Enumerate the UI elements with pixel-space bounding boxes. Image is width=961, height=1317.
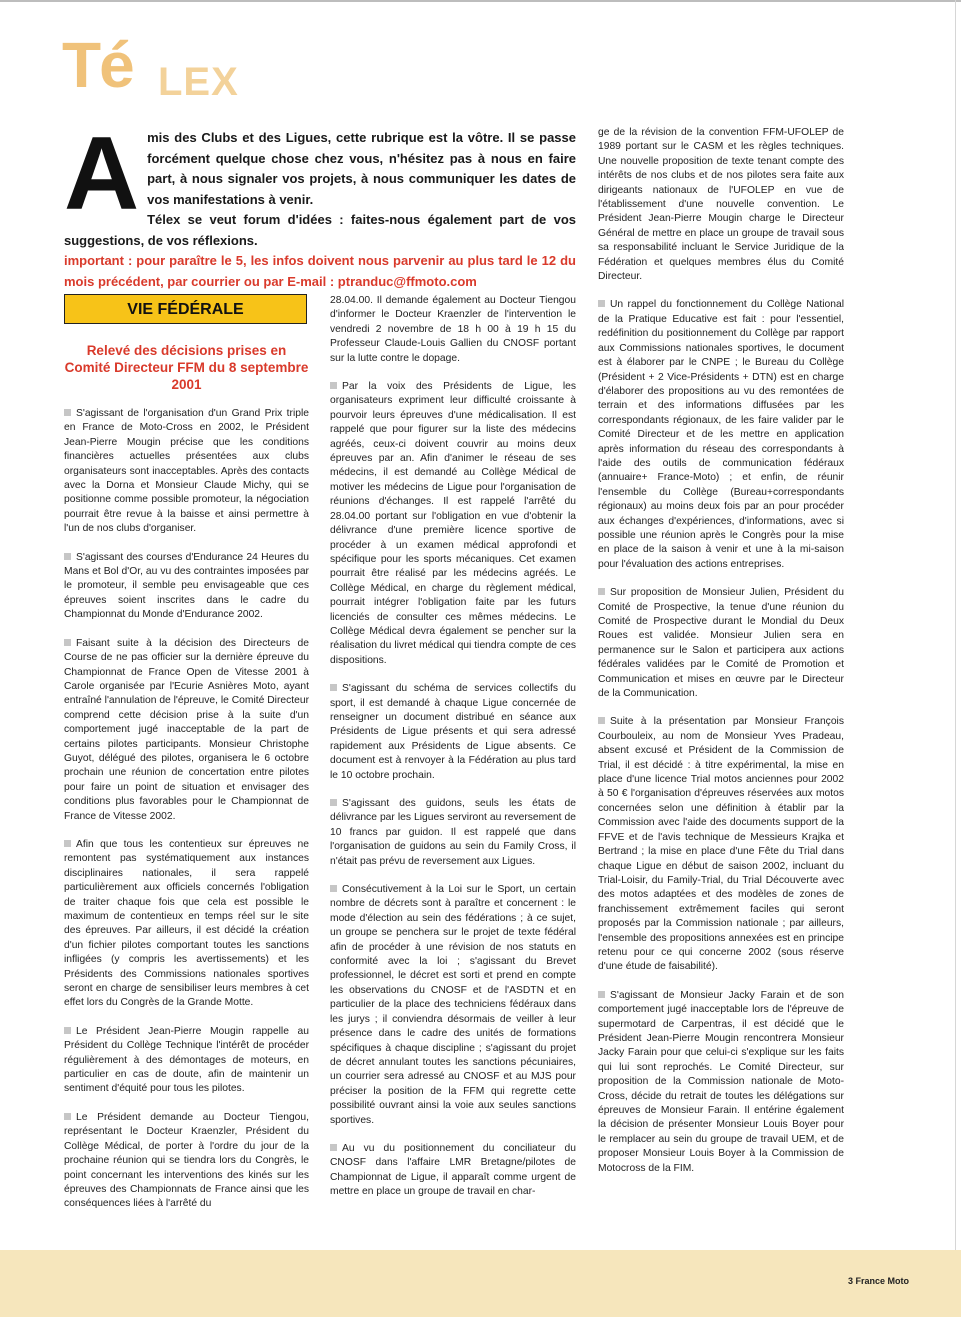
paragraph: Afin que tous les contentieux sur épreuves ne remontent pas systématiquement aux instances disciplinaires nationales, il sera rappelé particulièrement aux officiels concernés l'obligation de traiter chaque fois que cela est possible le maximum de contentieux en temps réel sur le site des épreuves. Par ailleurs, il est décidé la création d'un fichier pilotes comportant toutes les sanctions infligées (y compris les avertissements) et les Présidents des Commissions nationales sportives seront en charge de sensibiliser leurs membres à cet effet lors du Congrès de la Grande Motte.: [64, 838, 309, 1009]
bullet-square-icon: [598, 991, 605, 998]
dropcap: A: [64, 116, 140, 232]
paragraph: Le Président Jean-Pierre Mougin rappelle au Président du Collège Technique l'intérêt de procéder régulièrement à des démontages de moteurs, en particulier en cas de doute, afin de maintenir un sentiment d'équité pour tous les pilotes.: [64, 1025, 309, 1095]
telex-logo: [60, 28, 260, 108]
column-2: [330, 294, 576, 1214]
headline: Relevé des décisions prises en Comité Directeur FFM du 8 septembre 2001: [64, 343, 309, 392]
logo-lex: LEX: [158, 60, 239, 104]
bullet-square-icon: [64, 840, 71, 847]
page-number: 3 France Moto: [847, 1276, 909, 1286]
paragraph: Faisant suite à la décision des Directeurs de Course de ne pas officier sur la dernière épreuve du Championnat de France Open de Vitesse 2001 à Carole organisée par l'Ecurie Asnières Moto, ayant entraîné l'annulation de l'épreuve, le Comité Directeur comprend cette décision prise à la suite d'un comportement jugé inacceptable de la part de certains pilotes participants. Monsieur Christophe Guyot, délégué des pilotes, organisera le 6 octobre prochain une réunion de concertation entre pilotes pour faire un point de situation et envisager des conditions plus favorables pour le Championnat de France de Vitesse 2002.: [64, 637, 309, 822]
bullet-square-icon: [330, 799, 337, 806]
paragraph: Sur proposition de Monsieur Julien, Président du Comité de Prospective, la tenue d'une réunion du Comité de Prospective durant le Mondial du Deux Roues est validée. Monsieur Julien sera en permanence sur le Salon et participera aux actions fédérales validées par le Comité de Promotion et Communication et mises en œuvre par le Directeur de la Communication.: [598, 587, 844, 700]
paragraph: Le Président demande au Docteur Tiengou, représentant le Docteur Kraenzler, Président du Collège Médical, de porter à l'ordre du jour de la prochaine réunion qui se tiendra lors du Congrès, le point concernant les interventions des kinés sur les épreuves des Championnats de France ainsi que les conséquences liées à l'arrêté du: [64, 1111, 309, 1210]
paragraph: S'agissant du schéma de services collectifs du sport, il est demandé à chaque Ligue concernée de renseigner un document distribué en séance aux Présidents de Ligue présents et qui sera adressé rapidement aux Présidents de Ligue absents. Ce document est à renvoyer à la Fédération au plus tard le 10 octobre prochain.: [330, 683, 576, 781]
bullet-square-icon: [598, 717, 605, 724]
paragraph: Suite à la présentation par Monsieur François Courbouleix, au nom de Monsieur Yves Pradeau, absent excusé et Président de la Commission de Trial, il est décidé : à titre expérimental, la mise en place d'une licence Trial motos anciennes pour 2002 à 50 € l'organisation d'épreuves réservées aux motos concernées selon une définition à établir par la Commission avec l'aide des documents support de la FFVE et de l'avis technique de Messieurs Krajka et Bertrand ; la mise en place d'une Fête du Trial dans chaque Ligue en début de saison 2002, incluant du Trial-Loisir, du Family-Trial, du Trial Découverte avec des motos adaptées et des modèles de zones de franchissement extrêmement faciles qui seront proposés par la Commission nationale ; par ailleurs, l'ensemble des propositions annexées est en principe retenu pour ce qui concerne 2002 (sous réserve d'une étude de faisabilité).: [598, 716, 844, 973]
paragraph: S'agissant de Monsieur Jacky Farain et de son comportement jugé inacceptable lors de l'épreuve de supermotard de Carpentras, il est décidé que le Président Jean-Pierre Mougin rencontrera Monsieur Jacky Farain pour que celui-ci s'explique sur les faits qui lui sont reprochés. Le Comité Directeur, sur proposition de la Commission nationale de Moto-Cross, décide du retrait de toutes les délégations sur épreuves de Monsieur Farain. Il entérine également la décision de présenter Monsieur Louis Boyer pour le remplacer au sein du groupe de travail UEM, et de proposer Monsieur Louis Boyer à la Commission de Motocross de la FIM.: [598, 989, 844, 1174]
column-1: [64, 294, 309, 1226]
paragraph: Par la voix des Présidents de Ligue, les organisateurs expriment leur difficulté croissante à pourvoir leurs épreuves d'une médicalisation. Il est rappelé que pour figurer sur la liste des médecins agréés, ceux-ci doivent couvrir au moins deux épreuves par an. Afin d'animer le réseau de ses médecins, il est demandé au Collège Médical de motiver les médecins de Ligue pour l'organisation de réunions d'échanges. Il est rappelé l'arrêté du 28.04.00 portant sur l'obligation en vue d'obtenir la délivrance d'une première licence sportive de procéder à un examen médical approfondi et spécifique pour les sports mécaniques. Cet examen pourrait être réalisé par les médecins agréés. Le Collège Médical, en charge du règlement médical, pourrait intégrer l'obligation faite par les futurs licenciés de consulter ces mêmes médecins. Le Collège Médical devra également se pencher sur la réalisation du livret médical qui tiendra compte de ces dispositions.: [330, 381, 576, 666]
footer-band: [0, 1250, 961, 1317]
important-note: important : pour paraître le 5, les infos doivent nous parvenir au plus tard le 12 du mois précédent, par courrier ou par E-mail : ptranduc@ffmoto.com: [64, 253, 576, 289]
right-rule: [955, 0, 956, 1250]
bullet-square-icon: [64, 1027, 71, 1034]
bullet-square-icon: [64, 639, 71, 646]
paragraph: Consécutivement à la Loi sur le Sport, un certain nombre de décrets sont à paraître et concernent : le mode d'élection au sein des fédérations ; à ce sujet, un groupe se penchera sur le projet de texte fédéral afin de procéder à une révision de nos statuts en conformité avec la loi ; s'agissant du Brevet professionnel, le décret est sorti et prend en compte les observations du CNOSF et de l'ASDTN et en particulier de la place des techniciens fédéraux dans les jurys ; il conviendra désormais de veiller à leur présence dans le cadre des unités de formations spécifiques à chaque discipline ; s'agissant du projet de décret annulant toutes les sanctions pécuniaires, un courrier sera adressé au CNOSF et au MJS pour préciser la position de la FFM qui regrette cette possibilité ouvrant ainsi la voie aux seules sanctions sportives.: [330, 884, 576, 1126]
bullet-square-icon: [330, 885, 337, 892]
paragraph: ge de la révision de la convention FFM-UFOLEP de 1989 portant sur le CASM et les règles techniques. Une nouvelle proposition de texte tenant compte des intérêts de nos clubs et de nos pilotes sera faite aux dirigeants nationaux de l'UFOLEP en vue de l'établissement d'une nouvelle convention. Le Président Jean-Pierre Mougin charge le Directeur Général de mettre en place un groupe de travail sous sa responsabilité incluant le Service Juridique de la Fédération et quelques membres élus du Comité Directeur.: [598, 127, 844, 283]
section-title: VIE FÉDÉRALE: [64, 294, 307, 324]
paragraph: Au vu du positionnement du conciliateur du CNOSF dans l'affaire LMR Bretagne/pilotes de Championnat de Ligue, il apparaît comme urgent de mettre en place un groupe de travail en char-: [330, 1142, 576, 1198]
intro-text: mis des Clubs et des Ligues, cette rubrique est la vôtre. Il se passe forcément quelque chose chez vous, n'hésitez pas à nous en faire part, à nous signaler vos projets, à nous communiquer les dates de vos manifestations à venir.: [147, 130, 576, 207]
bullet-square-icon: [64, 553, 71, 560]
bullet-square-icon: [598, 300, 605, 307]
bullet-square-icon: [330, 382, 337, 389]
intro: [64, 116, 576, 292]
top-rule: [0, 0, 961, 2]
bullet-square-icon: [64, 409, 71, 416]
paragraph: 28.04.00. Il demande également au Docteur Tiengou d'informer le Docteur Kraenzler de l'intervention le vendredi 2 novembre de 18 h 00 à 19 h 15 du Professeur Claude-Louis Gallien du CNOSF portant sur la lutte contre le dopage.: [330, 295, 576, 364]
paragraph: S'agissant des guidons, seuls les états de délivrance par les Ligues serviront au reversement de 10 francs par guidon. Il est rappelé que dans l'organisation de guidons au sein du Family Cross, il n'était pas prévu de reversement aux Ligues.: [330, 798, 576, 867]
bullet-square-icon: [330, 684, 337, 691]
intro-text-2: Télex se veut forum d'idées : faites-nous également part de vos suggestions, de vos réflexions.: [64, 212, 576, 248]
column-3: [598, 126, 844, 1190]
paragraph: S'agissant de l'organisation d'un Grand Prix triple en France de Moto-Cross en 2002, le Président Jean-Pierre Mougin précise que les conditions financières actuelles présentées aux clubs organisateurs sont inacceptables. Après des contacts avec la Dorna et Monsieur Claude Michy, qui se positionne comme possible promoteur, la négociation pourrait être revue à la baisse et ainsi permettre à l'un de nos clubs d'organiser.: [64, 408, 309, 535]
logo-te: Té: [62, 29, 133, 101]
bullet-square-icon: [330, 1144, 337, 1151]
bullet-square-icon: [64, 1113, 71, 1120]
paragraph: S'agissant des courses d'Endurance 24 Heures du Mans et Bol d'Or, au vu des contraintes imposées par le promoteur, il semble peu envisageable que ces épreuves soient inscrites dans le cadre du Championnat du Monde d'Endurance 2002.: [64, 551, 309, 621]
paragraph: Un rappel du fonctionnement du Collège National de la Pratique Educative est fait : pour l'essentiel, redéfinition du positionnement du Collège par rapport aux Commissions nationales sportives, le document est à élaborer par le CNPE ; le Bureau du Collège (Président + 2 Vice-Présidents + DTN) est en charge d'élaborer des propositions au vu des remontées de terrain et des informations diffusées par les correspondants régionaux, de les faire valider par le Comité Directeur et de les mettre en application après information du réseau des correspondants à l'aide des outils de communication fédéraux (annuaire+ France-Moto) ; et enfin, de réunir l'ensemble du Collège (Bureau+correspondants régionaux) au moins deux fois par an pour procéder aux échanges d'expériences, d'informations, avec si possible une réunion après le Congrès pour la mise en place de la saison à venir et une à la mi-saison pour l'évaluation des actions entreprises.: [598, 299, 844, 570]
bullet-square-icon: [598, 588, 605, 595]
